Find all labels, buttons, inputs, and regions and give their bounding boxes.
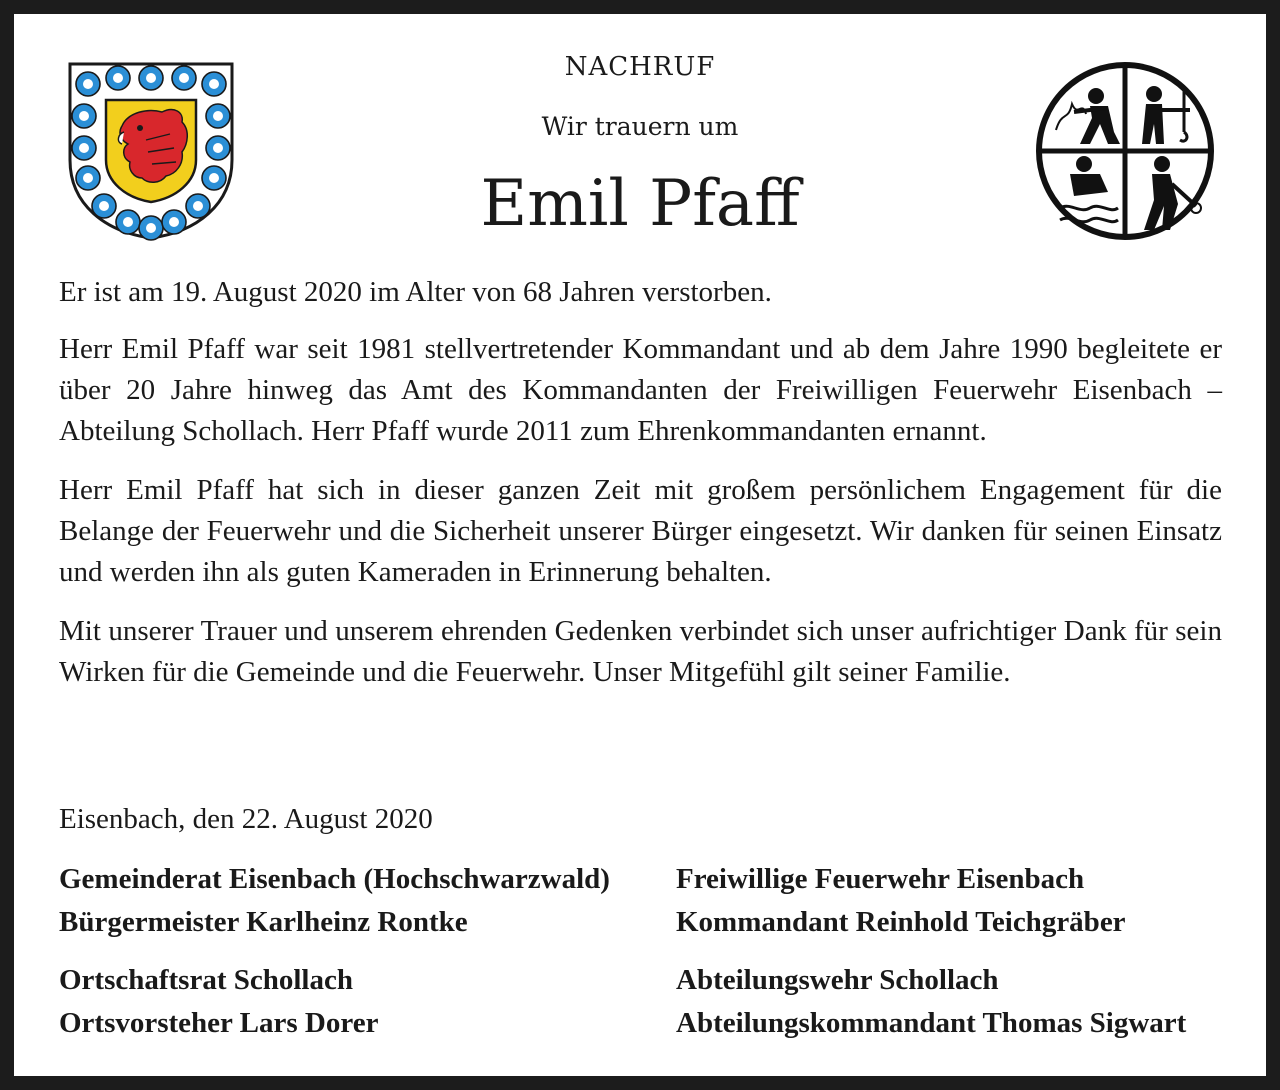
- signatures-left: [59, 858, 610, 1060]
- paragraph-career: Herr Emil Pfaff war seit 1981 stellvertretender Kommandant und ab dem Jahre 1990 begleitete er über 20 Jahre hinweg das Amt des Kommandanten der Freiwilligen Feuerwehr Eisenbach – Abteilung Schollach. Herr Pfaff wurde 2011 zum Ehrenkommandanten ernannt.: [59, 333, 1222, 447]
- paragraph-condolences: Mit unserer Trauer und unserem ehrenden Gedenken verbindet sich unser aufrichtiger Dank für sein Wirken für die Gemeinde und die Feuerwehr. Unser Mitgefühl gilt seiner Familie.: [59, 615, 1222, 688]
- signature-organization: Gemeinderat Eisenbach (Hochschwarzwald): [59, 863, 610, 895]
- obituary-text: [59, 272, 1222, 711]
- paragraph-death-notice: Er ist am 19. August 2020 im Alter von 68 Jahren verstorben.: [59, 276, 772, 308]
- signature-block: [676, 959, 1186, 1045]
- signature-block: [676, 858, 1186, 944]
- notice-label: NACHRUF: [564, 52, 716, 82]
- signature-block: [59, 858, 610, 944]
- signature-person: Abteilungskommandant Thomas Sigwart: [676, 1007, 1187, 1039]
- obituary-notice: [14, 14, 1266, 1076]
- signature-person: Ortsvorsteher Lars Dorer: [59, 1007, 379, 1039]
- signature-organization: Abteilungswehr Schollach: [676, 964, 999, 996]
- signature-block: [59, 959, 610, 1045]
- notice-subtitle: Wir trauern um: [541, 112, 739, 141]
- signature-person: Bürgermeister Karlheinz Rontke: [59, 906, 468, 938]
- place-and-date: Eisenbach, den 22. August 2020: [59, 803, 433, 835]
- paragraph-engagement: Herr Emil Pfaff hat sich in dieser ganzen Zeit mit großem persönlichem Engagement für die Belange der Feuerwehr und die Sicherheit unserer Bürger eingesetzt. Wir danken für seinen Einsatz und werden ihn als guten Kameraden in Erinnerung behalten.: [59, 474, 1222, 588]
- signature-organization: Freiwillige Feuerwehr Eisenbach: [676, 863, 1085, 895]
- signature-organization: Ortschaftsrat Schollach: [59, 964, 353, 996]
- signatures-right: [676, 858, 1186, 1060]
- deceased-name: Emil Pfaff: [480, 167, 800, 241]
- signature-person: Kommandant Reinhold Teichgräber: [676, 906, 1126, 938]
